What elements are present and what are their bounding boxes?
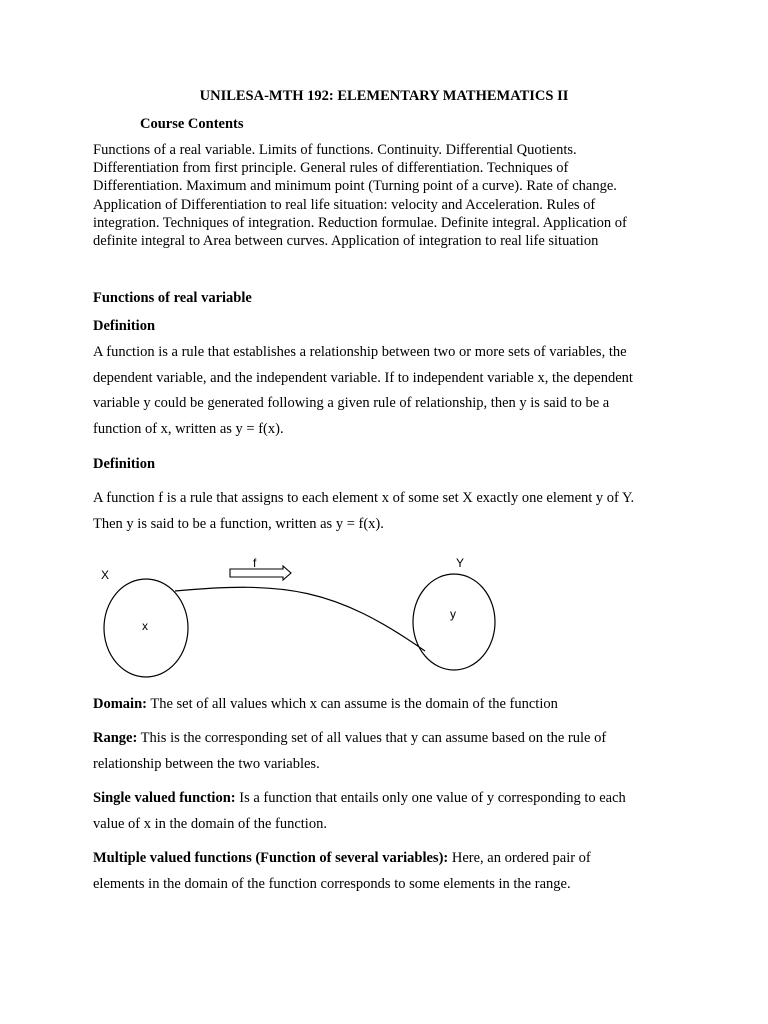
domain-definition <box>93 694 683 714</box>
range-term: Range: <box>93 730 138 746</box>
course-contents-line: Application of Differentiation to real life situation: velocity and Acceleration. Rules of <box>93 196 596 213</box>
element-x-label: x <box>142 619 148 633</box>
definition-line: A function f is a rule that assigns to each element x of some set X exactly one element y of Y. <box>93 490 635 506</box>
multiple-valued-definition <box>93 846 683 897</box>
arrow-icon <box>230 566 291 580</box>
domain-text: The set of all values which x can assume is the domain of the function <box>146 696 558 712</box>
document-title: UNILESA-MTH 192: ELEMENTARY MATHEMATICS II <box>199 88 569 104</box>
set-x-label: X <box>101 568 110 582</box>
definition-line: variable y could be generated following a given rule of relationship, then y is said to be a <box>93 395 610 411</box>
course-contents-line: Differentiation. Maximum and minimum point (Turning point of a curve). Rate of change. <box>93 178 617 195</box>
course-contents-paragraph <box>93 141 683 250</box>
course-contents-heading: Course Contents <box>140 116 244 132</box>
range-definition <box>93 726 683 777</box>
single-valued-text: value of x in the domain of the function. <box>93 815 327 832</box>
course-contents-line: integration. Techniques of integration. Reduction formulae. Definite integral. Application of <box>93 214 627 231</box>
mapping-curve <box>175 587 425 651</box>
course-contents-line: Differentiation from first principle. General rules of differentiation. Techniques of <box>93 160 569 177</box>
definition-line: function of x, written as y = f(x). <box>93 420 284 437</box>
element-y-label: y <box>450 607 456 621</box>
multiple-valued-term: Multiple valued functions (Function of several variables): <box>93 850 449 866</box>
course-contents-line: definite integral to Area between curves. Application of integration to real life situation <box>93 233 599 250</box>
multiple-valued-text: elements in the domain of the function corresponds to some elements in the range. <box>93 875 571 892</box>
set-y-ellipse <box>413 574 495 670</box>
definition-paragraph <box>93 340 683 442</box>
multiple-valued-text: Here, an ordered pair of <box>448 850 591 866</box>
set-y-label: Y <box>456 556 465 570</box>
domain-term: Domain: <box>93 696 147 712</box>
single-valued-term: Single valued function: <box>93 790 236 806</box>
range-text: This is the corresponding set of all values that y can assume based on the rule of <box>137 730 607 746</box>
section-heading: Functions of real variable <box>93 290 252 306</box>
arrow-label: f <box>253 556 257 570</box>
definition-heading: Definition <box>93 456 156 472</box>
definition-line: A function is a rule that establishes a relationship between two or more sets of variables, the <box>93 344 627 360</box>
definition-heading: Definition <box>93 318 156 334</box>
function-mapping-diagram <box>95 553 515 683</box>
range-text: relationship between the two variables. <box>93 755 320 772</box>
single-valued-text: Is a function that entails only one value of y corresponding to each <box>235 790 626 806</box>
single-valued-definition <box>93 786 683 837</box>
course-contents-line: Functions of a real variable. Limits of functions. Continuity. Differential Quotients. <box>93 142 577 158</box>
definition-line: dependent variable, and the independent variable. If to independent variable x, the dependent <box>93 369 633 386</box>
definition-paragraph <box>93 486 683 537</box>
definition-line: Then y is said to be a function, written as y = f(x). <box>93 515 384 532</box>
